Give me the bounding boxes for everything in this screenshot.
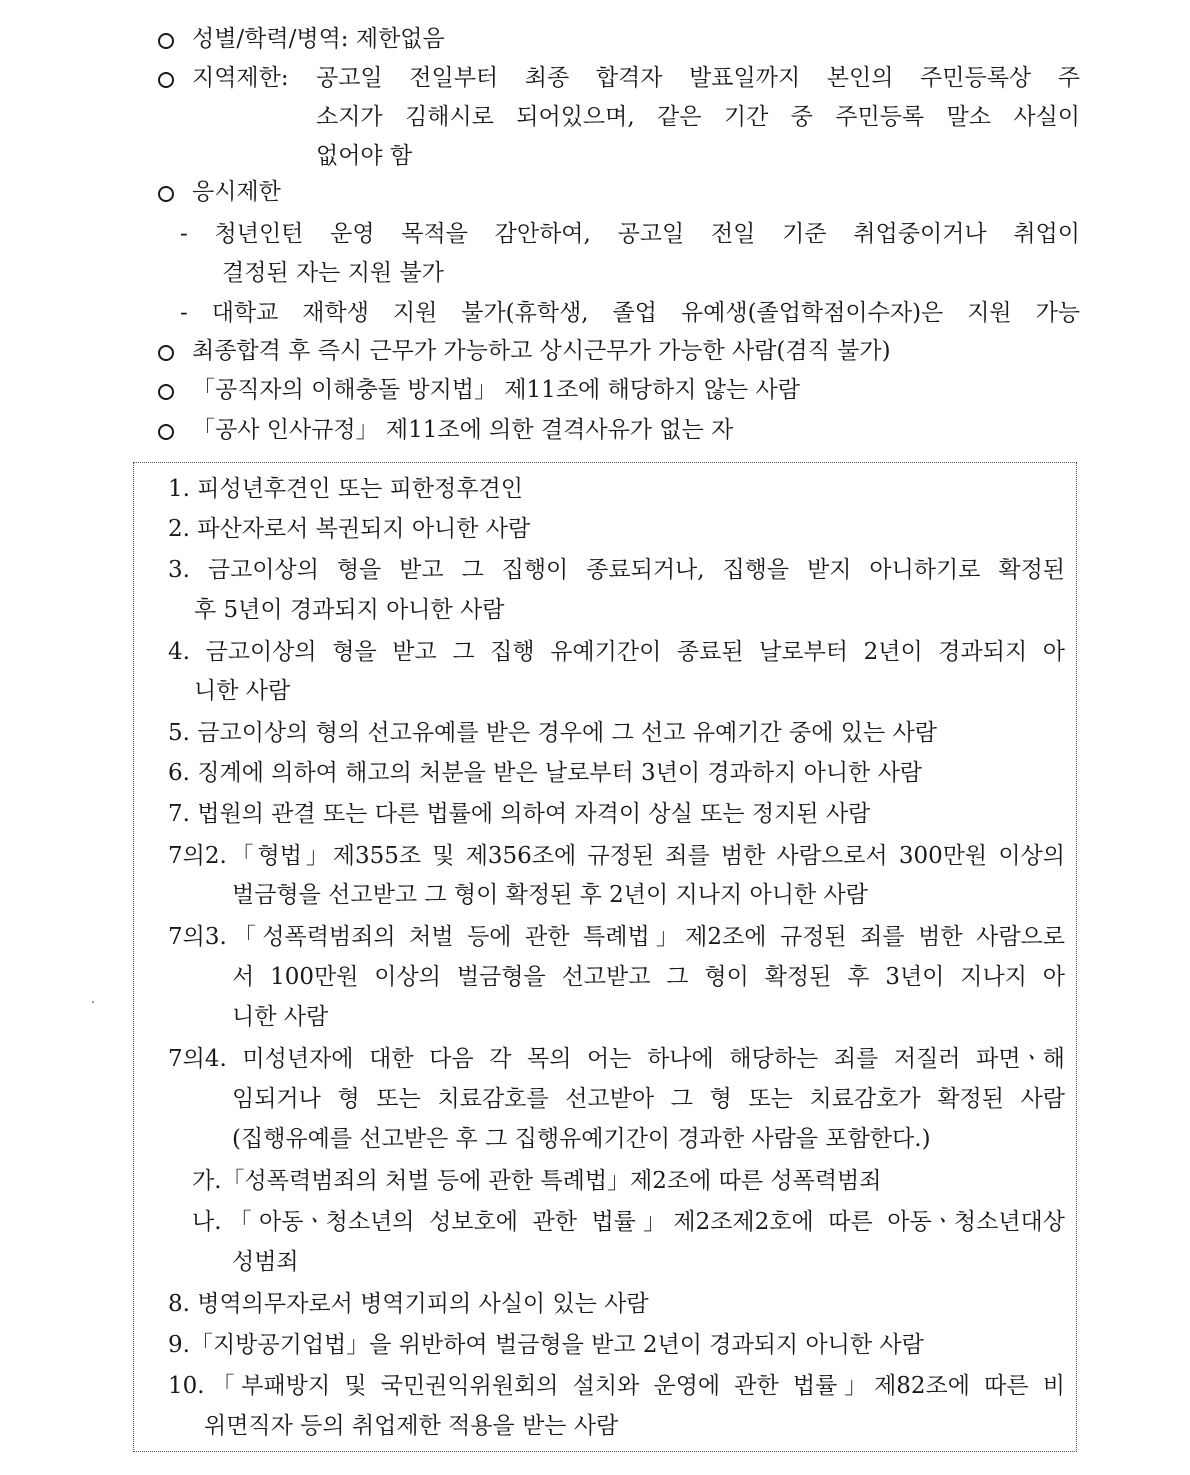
box-subitem-ga: 가.「성폭력범죄의 처벌 등에 관한 특례법」제2조에 따른 성폭력범죄: [192, 1168, 882, 1194]
box-item-1: 1. 피성년후견인 또는 피한정후견인: [168, 476, 523, 502]
box-item-8: 8. 병역의무자로서 병역기피의 사실이 있는 사람: [168, 1291, 649, 1317]
box-subitem-na-line-2: 성범죄: [232, 1249, 299, 1275]
box-item-7-3-line-1: 7의3.「성폭력범죄의 처벌 등에 관한 특례법」제2조에 규정된 죄를 범한 사람으로: [168, 924, 1065, 950]
bullet-circle-icon: [158, 384, 174, 400]
region-line-2: 소지가 김해시로 되어있으며, 같은 기간 중 주민등록 말소 사실이: [316, 104, 1080, 130]
box-item-3-line-2: 후 5년이 경과되지 아니한 사람: [194, 597, 505, 623]
exam-limit-dash-1-line-1: - 청년인턴 운영 목적을 감안하여, 공고일 전일 기준 취업중이거나 취업이: [180, 221, 1080, 247]
box-item-10-line-2: 위면직자 등의 취업제한 적용을 받는 사람: [204, 1413, 619, 1439]
bullet-circle-icon: [158, 345, 174, 361]
bullet-circle-icon: [158, 424, 174, 440]
box-item-7-3-line-2: 서 100만원 이상의 벌금형을 선고받고 그 형이 확정된 후 3년이 지나지 아: [232, 964, 1065, 990]
scan-speck: [92, 1001, 94, 1003]
gender-education-military-line: 성별/학력/병역: 제한없음: [192, 26, 445, 52]
exam-limit-dash-1-line-2: 결정된 자는 지원 불가: [222, 260, 444, 286]
box-item-4-line-2: 니한 사람: [194, 678, 291, 704]
box-item-7-2-line-1: 7의2.「형법」제355조 및 제356조에 규정된 죄를 범한 사람으로서 300만원 이상의: [168, 843, 1065, 869]
region-line-1: 공고일 전일부터 최종 합격자 발표일까지 본인의 주민등록상 주: [316, 65, 1080, 91]
box-item-10-line-1: 10.「부패방지 및 국민권익위원회의 설치와 운영에 관한 법률」제82조에 따른 비: [168, 1373, 1065, 1399]
bullet-circle-icon: [158, 186, 174, 202]
box-subitem-na-line-1: 나.「아동ㆍ청소년의 성보호에 관한 법률」제2조제2호에 따른 아동ㆍ청소년대상: [192, 1209, 1065, 1235]
box-item-9: 9.「지방공기업법」을 위반하여 벌금형을 받고 2년이 경과되지 아니한 사람: [168, 1332, 924, 1358]
bullet-circle-icon: [158, 72, 174, 88]
box-item-7-4-line-3: (집행유예를 선고받은 후 그 집행유예기간이 경과한 사람을 포함한다.): [232, 1126, 931, 1152]
bullet-circle-icon: [158, 33, 174, 49]
box-item-7-2-line-2: 벌금형을 선고받고 그 형이 확정된 후 2년이 지나지 아니한 사람: [232, 882, 868, 908]
box-item-7: 7. 법원의 관결 또는 다른 법률에 의하여 자격이 상실 또는 정지된 사람: [168, 801, 871, 827]
exam-limit-heading: 응시제한: [192, 179, 281, 205]
box-item-2: 2. 파산자로서 복권되지 아니한 사람: [168, 516, 531, 542]
box-item-7-4-line-2: 임되거나 형 또는 치료감호를 선고받아 그 형 또는 치료감호가 확정된 사람: [232, 1086, 1065, 1112]
box-item-6: 6. 징계에 의하여 해고의 처분을 받은 날로부터 3년이 경과하지 아니한 사람: [168, 760, 923, 786]
box-item-5: 5. 금고이상의 형의 선고유예를 받은 경우에 그 선고 유예기간 중에 있는 사람: [168, 720, 937, 746]
box-item-7-4-line-1: 7의4. 미성년자에 대한 다음 각 목의 어는 하나에 해당하는 죄를 저질러 파면ㆍ해: [168, 1046, 1065, 1072]
final-pass-line: 최종합격 후 즉시 근무가 가능하고 상시근무가 가능한 사람(겸직 불가): [192, 338, 891, 364]
box-item-4-line-1: 4. 금고이상의 형을 받고 그 집행 유예기간이 종료된 날로부터 2년이 경과되지 아: [168, 639, 1065, 665]
box-item-7-3-line-3: 니한 사람: [232, 1004, 329, 1030]
region-line-3: 없어야 함: [316, 143, 413, 169]
box-item-3-line-1: 3. 금고이상의 형을 받고 그 집행이 종료되거나, 집행을 받지 아니하기로 확정된: [168, 557, 1065, 583]
conflict-of-interest-line: 「공직자의 이해충돌 방지법」 제11조에 해당하지 않는 사람: [192, 377, 800, 403]
exam-limit-dash-2: - 대학교 재학생 지원 불가(휴학생, 졸업 유예생(졸업학점이수자)은 지원 가능: [180, 300, 1080, 326]
region-label: 지역제한:: [192, 65, 289, 91]
personnel-rule-line: 「공사 인사규정」 제11조에 의한 결격사유가 없는 자: [192, 417, 734, 443]
